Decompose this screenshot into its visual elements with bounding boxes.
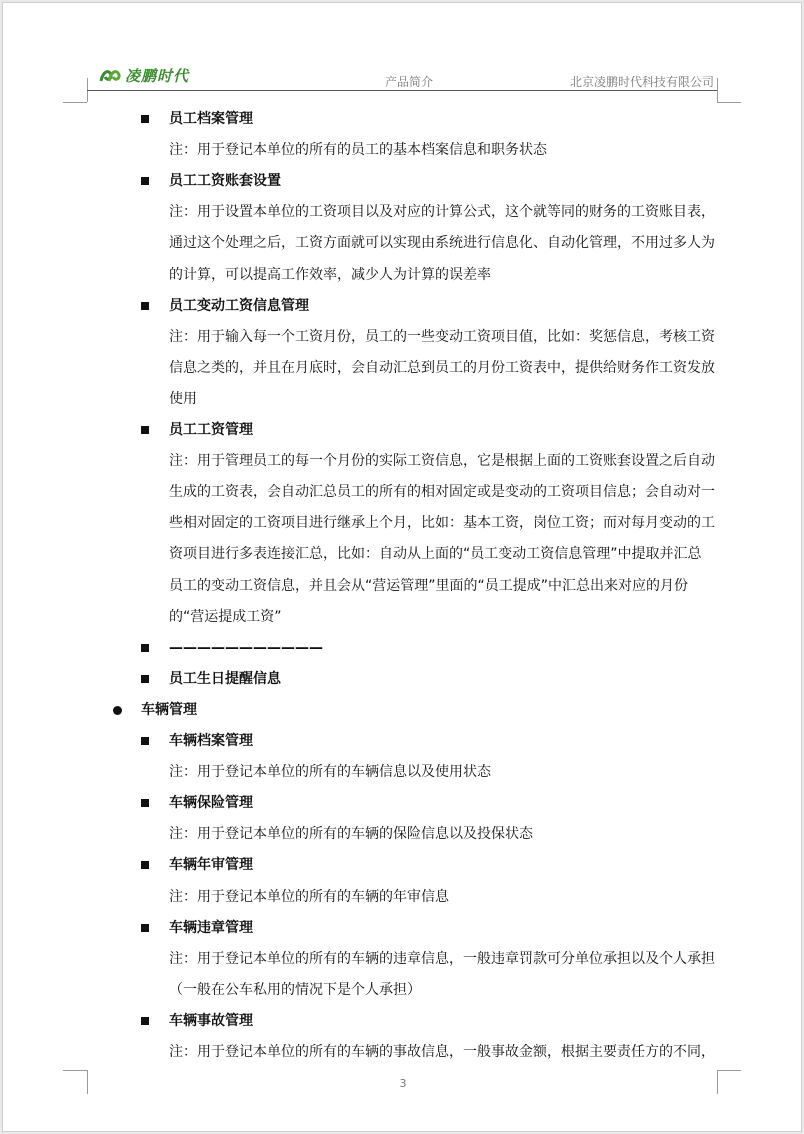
- body-text: 注：用于输入每一个工资月份，员工的一些变动工资项目值，比如：奖惩信息，考核工资: [169, 328, 715, 345]
- crop-mark: [717, 78, 718, 102]
- sub-heading: 员工档案管理: [169, 111, 253, 127]
- crop-mark: [63, 102, 87, 103]
- leaf-logo-icon: [99, 65, 121, 85]
- sub-heading: 车辆保险管理: [169, 795, 253, 812]
- body-text: 注：用于登记本单位的所有的车辆的年审信息: [169, 888, 449, 905]
- sub-heading: 车辆档案管理: [169, 733, 253, 749]
- body-text: 注：用于管理员工的每一个月份的实际工资信息，它是根据上面的工资账套设置之后自动: [169, 453, 715, 470]
- body-text: 信息之类的，并且在月底时，会自动汇总到员工的月份工资表中，提供给财务作工资发放: [169, 359, 715, 376]
- body-text: 使用: [169, 390, 197, 407]
- document-page: [2, 2, 802, 1132]
- sub-heading: ———————————: [169, 639, 323, 656]
- crop-mark: [63, 1070, 87, 1071]
- square-bullet-icon: [141, 302, 149, 310]
- body-text: 的计算，可以提高工作效率，减少人为计算的误差率: [169, 266, 491, 283]
- sub-heading: 员工生日提醒信息: [169, 670, 281, 687]
- square-bullet-icon: [141, 799, 149, 807]
- square-bullet-icon: [141, 115, 149, 123]
- square-bullet-icon: [141, 644, 149, 652]
- body-text: 员工的变动工资信息，并且会从“营运管理”里面的“员工提成”中汇总出来对应的月份: [169, 577, 689, 594]
- body-text: 的“营运提成工资”: [169, 608, 282, 625]
- body-text: 注：用于登记本单位的所有的车辆的事故信息，一般事故金额，根据主要责任方的不同，: [169, 1044, 715, 1060]
- body-text: 注：用于登记本单位的所有的员工的基本档案信息和职务状态: [169, 142, 547, 159]
- square-bullet-icon: [141, 1017, 149, 1025]
- sub-heading: 车辆年审管理: [169, 857, 253, 874]
- header-company-name: 北京凌鹏时代科技有限公司: [570, 75, 715, 89]
- round-bullet-icon: [113, 706, 122, 715]
- crop-mark: [717, 1070, 741, 1071]
- square-bullet-icon: [141, 924, 149, 932]
- section-heading: 车辆管理: [141, 701, 197, 718]
- sub-heading: 车辆违章管理: [169, 919, 253, 936]
- company-logo: [99, 63, 189, 87]
- body-text: 生成的工资表，会自动汇总员工的所有的相对固定或是变动的工资项目信息；会自动对一: [169, 484, 715, 501]
- sub-heading: 员工工资管理: [169, 422, 253, 438]
- crop-mark: [717, 102, 741, 103]
- header-section-title: 产品简介: [385, 75, 434, 89]
- body-text: 通过这个处理之后，工资方面就可以实现由系统进行信息化、自动化管理，不用过多人为: [169, 235, 715, 252]
- body-text: 些相对固定的工资项目进行继承上个月，比如：基本工资，岗位工资；而对每月变动的工: [169, 515, 715, 532]
- body-text: 注：用于登记本单位的所有的车辆的保险信息以及投保状态: [169, 826, 533, 843]
- body-text: （一般在公车私用的情况下是个人承担）: [169, 981, 421, 998]
- sub-heading: 员工变动工资信息管理: [169, 297, 309, 314]
- square-bullet-icon: [141, 737, 149, 745]
- body-text: 注：用于登记本单位的所有的车辆信息以及使用状态: [169, 764, 491, 781]
- header-rule: [87, 90, 717, 91]
- square-bullet-icon: [141, 177, 149, 185]
- page-number: 3: [399, 1077, 407, 1090]
- square-bullet-icon: [141, 675, 149, 683]
- sub-heading: 员工工资账套设置: [169, 173, 281, 190]
- square-bullet-icon: [141, 426, 149, 434]
- body-text: 注：用于设置本单位的工资项目以及对应的计算公式，这个就等同的财务的工资账目表，: [169, 204, 715, 221]
- logo-text: 凌鹏时代: [125, 66, 190, 85]
- body-text: 资项目进行多表连接汇总，比如：自动从上面的“员工变动工资信息管理”中提取并汇总: [169, 546, 702, 563]
- sub-heading: 车辆事故管理: [169, 1012, 253, 1029]
- body-text: 注：用于登记本单位的所有的车辆的违章信息，一般违章罚款可分单位承担以及个人承担: [169, 950, 715, 967]
- square-bullet-icon: [141, 861, 149, 869]
